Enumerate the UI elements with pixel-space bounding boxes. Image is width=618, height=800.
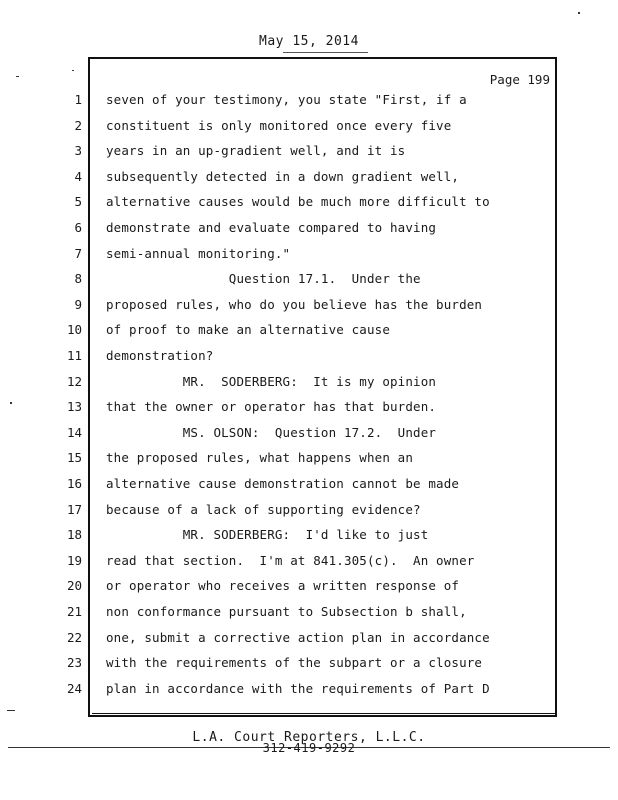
- line-number: 5: [74, 194, 82, 210]
- transcript-line: [0, 322, 618, 348]
- transcript-line: [0, 425, 618, 451]
- transcript-line: [0, 246, 618, 272]
- transcript-line: [0, 553, 618, 579]
- transcript-line: [0, 604, 618, 630]
- scan-speck: [578, 12, 580, 14]
- line-number: 18: [66, 527, 82, 543]
- line-text: that the owner or operator has that burden.: [106, 399, 437, 415]
- transcript-line: [0, 220, 618, 246]
- transcript-line: [0, 450, 618, 476]
- line-text: non conformance pursuant to Subsection b shall,: [106, 604, 467, 619]
- transcript-line: [0, 502, 618, 528]
- line-number: 23: [66, 655, 82, 671]
- header-rule: [283, 52, 368, 53]
- line-text: or operator who receives a written response of: [106, 578, 460, 594]
- line-text: because of a lack of supporting evidence?: [106, 501, 421, 517]
- transcript-line: [0, 578, 618, 604]
- footer-company: L.A. Court Reporters, L.L.C.: [192, 730, 426, 745]
- line-number: 16: [66, 476, 82, 491]
- line-text: the proposed rules, what happens when an: [106, 450, 414, 466]
- line-number: 14: [66, 424, 82, 440]
- transcript-line: [0, 271, 618, 297]
- line-number: 17: [66, 501, 82, 517]
- line-number: 20: [66, 578, 82, 594]
- line-number: 19: [66, 552, 82, 568]
- line-text: MR. SODERBERG: It is my opinion: [106, 373, 437, 389]
- line-number: 24: [66, 680, 82, 696]
- line-number: 15: [66, 450, 82, 466]
- line-text: alternative causes would be much more difficult to: [106, 194, 490, 210]
- transcript-line: [0, 374, 618, 400]
- line-number: 11: [66, 348, 82, 363]
- line-text: alternative cause demonstration cannot be made: [106, 476, 460, 491]
- scan-speck: [7, 710, 15, 711]
- line-number: 4: [74, 168, 82, 184]
- line-text: proposed rules, who do you believe has the burden: [106, 296, 483, 312]
- line-text: semi-annual monitoring.": [106, 245, 291, 261]
- frame-bottom-rule: [92, 713, 555, 714]
- transcript-line: [0, 194, 618, 220]
- line-number: 22: [66, 629, 82, 645]
- line-text: one, submit a corrective action plan in accordance: [106, 629, 490, 645]
- transcript-line: [0, 297, 618, 323]
- transcript-line: [0, 399, 618, 425]
- scan-speck: [10, 402, 12, 404]
- line-number: 21: [66, 604, 82, 619]
- header-date: May 15, 2014: [259, 34, 359, 49]
- transcript-line: [0, 143, 618, 169]
- transcript-line: [0, 118, 618, 144]
- line-number: 13: [66, 399, 82, 415]
- line-text: plan in accordance with the requirements of Part D: [106, 680, 490, 696]
- transcript-line: [0, 630, 618, 656]
- line-text: read that section. I'm at 841.305(c). An owner: [106, 552, 475, 568]
- line-text: Question 17.1. Under the: [106, 271, 421, 287]
- line-number: 2: [74, 117, 82, 133]
- line-text: seven of your testimony, you state "First, if a: [106, 92, 467, 107]
- line-number: 9: [74, 296, 82, 312]
- line-text: MS. OLSON: Question 17.2. Under: [106, 424, 437, 440]
- line-number: 3: [74, 143, 82, 159]
- page-label: Page 199: [489, 72, 550, 87]
- transcript-line: [0, 169, 618, 195]
- line-number: 7: [74, 245, 82, 261]
- line-text: of proof to make an alternative cause: [106, 322, 390, 338]
- transcript-line: [0, 655, 618, 681]
- line-number: 12: [66, 373, 82, 389]
- line-number: 8: [74, 271, 82, 287]
- transcript-line: [0, 476, 618, 502]
- transcript-line: [0, 92, 618, 118]
- line-text: subsequently detected in a down gradient well,: [106, 168, 460, 184]
- line-number: 10: [66, 322, 82, 338]
- line-number: 6: [74, 220, 82, 235]
- line-text: demonstration?: [106, 348, 214, 363]
- scan-speck: [72, 70, 74, 71]
- transcript-line: [0, 681, 618, 707]
- line-number: 1: [74, 92, 82, 107]
- transcript-line: [0, 527, 618, 553]
- line-text: demonstrate and evaluate compared to having: [106, 220, 437, 235]
- footer-phone: 312-419-9292: [262, 741, 356, 755]
- transcript-line: [0, 348, 618, 374]
- line-text: with the requirements of the subpart or a closure: [106, 655, 483, 671]
- line-text: MR. SODERBERG: I'd like to just: [106, 527, 429, 543]
- line-text: years in an up-gradient well, and it is: [106, 143, 406, 159]
- line-text: constituent is only monitored once every five: [106, 117, 452, 133]
- scan-speck: [16, 76, 19, 77]
